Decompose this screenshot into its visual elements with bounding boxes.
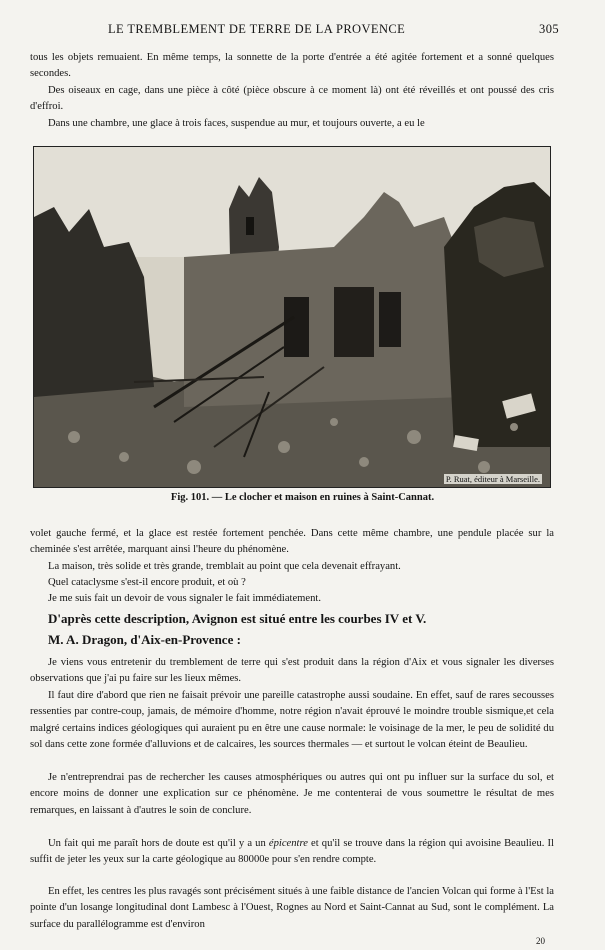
paragraph-objects-moved: tous les objets remuaient. En même temps, la sonnette de la porte d'entrée a été agitée fortement et a sonné quelques secondes. (30, 52, 554, 80)
paragraph-house-shaking: La maison, très solide et très grande, tremblait au point que cela devenait effrayant. (48, 561, 401, 572)
paragraph-letter-intro: Je viens vous entretenir du tremblement de terre qui s'est produit dans la région d'Aix et vous signaler les diverses observations que j'ai pu faire sur les lieux mêmes. (30, 657, 554, 685)
ruins-illustration (34, 147, 550, 487)
figure-caption: Fig. 101. — Le clocher et maison en ruines à Saint-Cannat. (170, 492, 435, 503)
paragraph-report: Je me suis fait un devoir de vous signaler le fait immédiatement. (48, 593, 322, 604)
epicentre-text-after: et qu'il se trouve dans la région qui avoisine Beaulieu. Il suffit de jeter les yeux sur la carte géologique au 80000e pour s'en rendre compte. (30, 838, 554, 866)
paragraph-question: Quel cataclysme s'est-il encore produit, et où ? (48, 577, 246, 588)
correspondent-heading: M. A. Dragon, d'Aix-en-Provence : (48, 632, 241, 647)
photo-credit: P. Ruat, éditeur à Marseille. (445, 474, 540, 484)
page-header (28, 22, 559, 40)
ruins-photograph (33, 146, 551, 488)
epicentre-text-before: Un fait qui me paraît hors de doute est qu'il y a un (48, 838, 269, 849)
paragraph-birds: Des oiseaux en cage, dans une pièce à côté (pièce obscure à ce moment là) ont été réveillés et ont poussé des cris d'effroi. (30, 85, 554, 113)
conclusion-heading: D'après cette description, Avignon est situé entre les courbes IV et V. (48, 611, 427, 626)
paragraph-mirror-start: Dans une chambre, une glace à trois faces, suspendue au mur, et toujours ouverte, a eu le (48, 118, 425, 129)
paragraph-volcano: En effet, les centres les plus ravagés sont précisément situés à une faible distance de l'ancien Volcan qui forme à l'Est la pointe d'un losange longitudinal dont Lambesc à l'Ouest, Rognes au Nord et Saint-Cannat au Sud, sont le complément. La surface du parallélogramme est d'environ (30, 886, 554, 930)
signature-mark: 20 (536, 936, 545, 946)
paragraph-causes: Je n'entreprendrai pas de rechercher les causes atmosphériques ou autres qui ont pu influer sur la surface du sol, et encore moins de donner une explication sur ce phénomène. Je me contenterai de vous soumettre le résultat de mes remarques, en laissant à d'autres le soin de conclure. (30, 772, 554, 816)
paragraph-no-warning: Il faut dire d'abord que rien ne faisait prévoir une pareille catastrophe aussi soudaine. En effet, sauf de rares secousses ressenties par contre-coup, jamais, de mémoire d'homme, notre région n'avait éprouvé le moindre trouble sismique,et cela malgré certains indices géologiques qui auraient pu en être une cause normale: le voisinage de la mer, le peu de solidité du sol dans cette zone formée d'alluvions et de calcaires, les sources thermales — et surtout le volcan éteint de Beaulieu. (30, 690, 554, 751)
page-number: 305 (539, 22, 559, 36)
paragraph-mirror-end: volet gauche fermé, et la glace est restée fortement penchée. Dans cette même chambre, une pendule placée sur la cheminée s'est arrêtée, marquant ainsi l'heure du phénomène. (30, 528, 554, 556)
epicentre-emphasis: épicentre (268, 838, 308, 849)
running-title: LE TREMBLEMENT DE TERRE DE LA PROVENCE (108, 22, 406, 36)
paragraph-epicentre (30, 836, 554, 869)
